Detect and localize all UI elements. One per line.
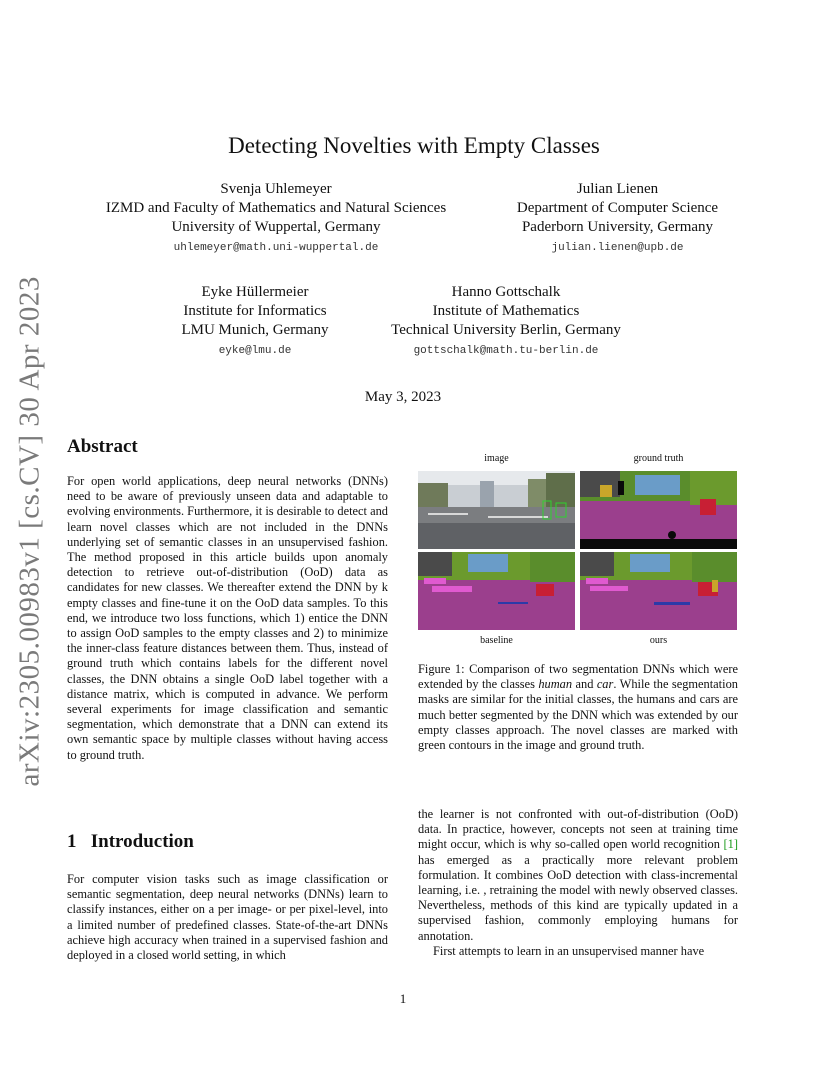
- figure-panel-ground-truth: [580, 471, 737, 549]
- arxiv-identifier: arXiv:2305.00983v1 [cs.CV] 30 Apr 2023: [13, 276, 46, 787]
- street-scene-image: [418, 471, 575, 549]
- author-name: Eyke Hüllermeier: [201, 284, 309, 300]
- author-affiliation: Department of Computer Science: [516, 200, 719, 216]
- publication-date: May 3, 2023: [364, 389, 442, 405]
- author-affiliation: LMU Munich, Germany: [181, 322, 329, 338]
- section-title: Introduction: [90, 831, 194, 852]
- author-name: Hanno Gottschalk: [451, 284, 561, 300]
- author-affiliation: Paderborn University, Germany: [521, 219, 714, 235]
- author-block-2: [480, 180, 755, 258]
- author-affiliation: Institute for Informatics: [183, 303, 327, 319]
- intro-text: [67, 872, 388, 963]
- author-block-4: [370, 283, 642, 361]
- author-affiliation: Institute of Mathematics: [432, 303, 580, 319]
- figure-label-baseline: baseline: [480, 635, 513, 646]
- intro-cont-text-2: has emerged as a practically more relevant problem formulation. It combines OoD detection with class-incremental learning, i.e. , retraining the model with newly observed classes. Nevertheless, methods of this kind are typically updated in a supervised fashion, commonly employing humans for annotation.: [418, 852, 738, 943]
- ground-truth-segmentation: [580, 471, 737, 549]
- intro-paragraph-2: First attempts to learn in an unsupervised manner have: [433, 943, 705, 958]
- author-name: Svenja Uhlemeyer: [220, 181, 332, 197]
- page-number: 1: [399, 991, 407, 1006]
- figure-label-image: image: [484, 453, 509, 464]
- author-email[interactable]: julian.lienen@upb.de: [551, 242, 684, 254]
- figure-label-ours: ours: [649, 635, 668, 646]
- intro-cont-text: the learner is not confronted with out-of-distribution (OoD) data. In practice, however, concepts not seen at training time might occur, which is why so-called open world recognition: [418, 807, 738, 852]
- author-name: Julian Lienen: [576, 181, 659, 197]
- author-email[interactable]: gottschalk@math.tu-berlin.de: [413, 345, 599, 357]
- author-block-3: [150, 283, 360, 361]
- author-affiliation: Technical University Berlin, Germany: [391, 322, 621, 338]
- abstract-paragraph: For open world applications, deep neural networks (DNNs) need to be aware of previously unseen data and adaptable to evolving environments. Furthermore, it is desirable to detect and learn novel classes which are not included in the DNNs underlying set of semantic classes in an unsupervised fashion. The method proposed in this article builds upon anomaly detection to retrieve out-of-distribution (OoD) data as candidates for new classes. We thereafter extend the DNN by k empty classes and fine-tune it on the OoD data samples. To this end, we introduce two loss functions, which 1) entice the DNN to assign OoD samples to the empty classes and 2) to minimize the inner-class feature distances between them. Thus, instead of ground truth which contains labels for the different novel classes, the DNN obtains a single OoD label together with a distance matrix, which is computed in advance. We perform several experiments for image classification and semantic segmentation, which demonstrate that a DNN can extend its own semantic space by multiple classes without having access to ground truth.: [67, 474, 388, 762]
- ours-segmentation: [580, 552, 737, 630]
- intro-paragraph: For computer vision tasks such as image classification or semantic segmentation, deep neural networks (DNNs) learn to classify instances, either on a per image- or per pixel-level, into a limited number of predefined classes. State-of-the-art DNNs achieve high accuracy when trained in a supervised fashion and deployed in a closed world setting, in which: [67, 872, 388, 963]
- author-affiliation: IZMD and Faculty of Mathematics and Natural Sciences: [105, 200, 447, 216]
- baseline-segmentation: [418, 552, 575, 630]
- caption-class-human: human: [538, 677, 573, 692]
- figure-label-ground-truth: ground truth: [633, 453, 684, 464]
- figure-panel-baseline: [418, 552, 575, 630]
- caption-class-car: car: [596, 677, 614, 692]
- intro-heading: [67, 831, 194, 853]
- caption-and: and: [575, 677, 594, 692]
- abstract-text: [67, 474, 388, 763]
- citation-link[interactable]: [1]: [723, 837, 738, 852]
- caption-head: Figure 1: Comparison of two segmentation DNNs which were extended by the classes: [418, 662, 738, 692]
- figure-caption: [418, 662, 738, 753]
- author-block-1: [60, 180, 492, 258]
- section-number: 1: [67, 831, 77, 852]
- figure-panel-ours: [580, 552, 737, 630]
- abstract-heading: Abstract: [67, 436, 138, 457]
- paper-title: Detecting Novelties with Empty Classes: [228, 133, 600, 158]
- author-affiliation: University of Wuppertal, Germany: [171, 219, 381, 235]
- intro-continuation: [418, 807, 738, 959]
- caption-tail: . While the segmentation masks are similar for the initial classes, the humans and cars are much better segmented by the DNN which was extended by our empty classes approach. The novel classes are marked with green contours in the image and ground truth.: [418, 677, 738, 753]
- author-email[interactable]: uhlemeyer@math.uni-wuppertal.de: [173, 242, 379, 254]
- figure-panel-image: [418, 471, 575, 549]
- author-email[interactable]: eyke@lmu.de: [218, 345, 292, 357]
